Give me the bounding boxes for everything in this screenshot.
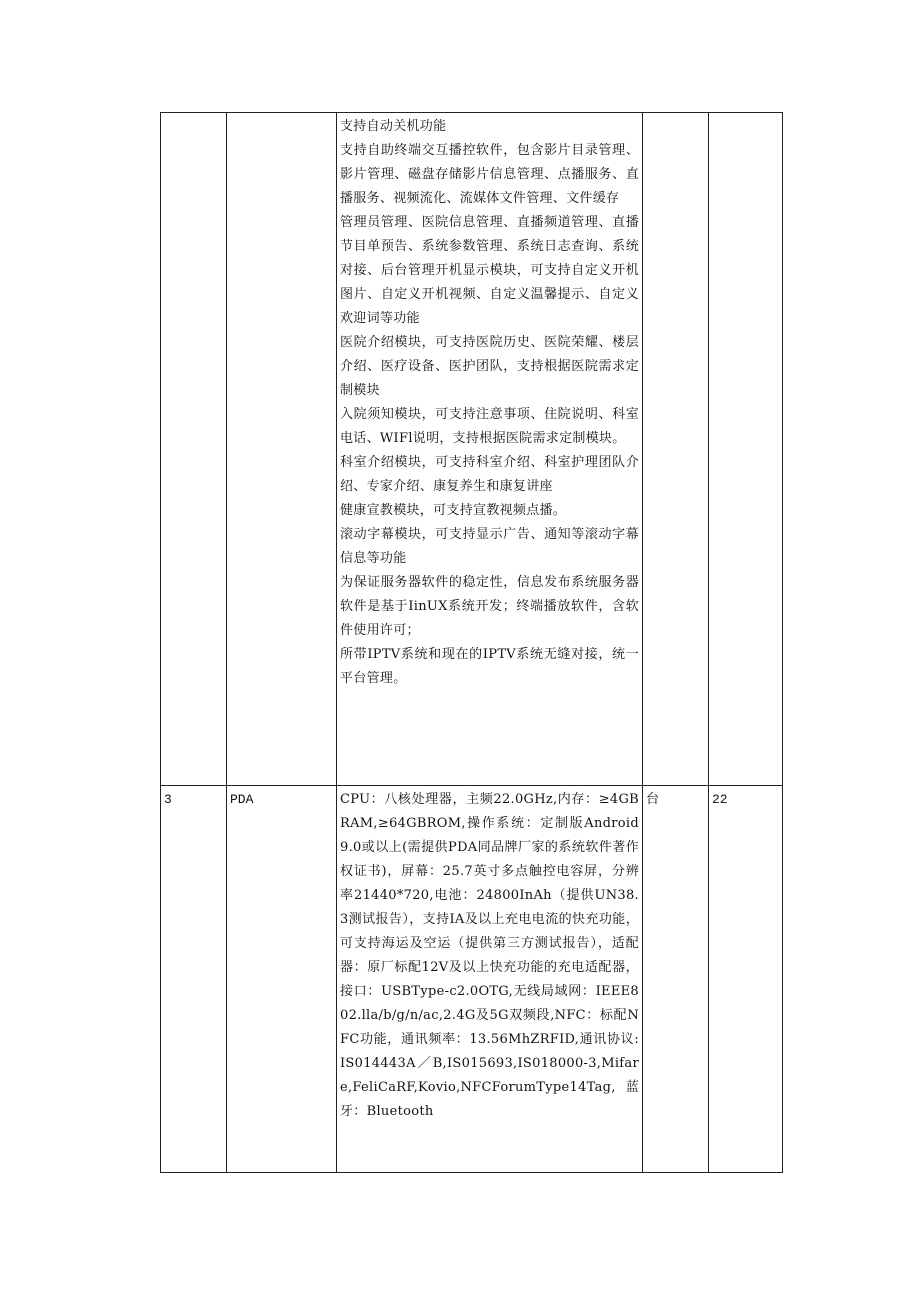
spec-paragraph: 管理员管理、医院信息管理、直播频道管理、直播节目单预告、系统参数管理、系统日志查询、系统对接、后台管理开机显示模块，可支持自定义开机图片、自定义开机视频、自定义温馨提示、自定义欢迎词等功能 <box>340 215 639 326</box>
cell-unit <box>643 113 709 786</box>
spec-paragraph: 科室介绍模块，可支持科室介绍、科室护理团队介绍、专家介绍、康复养生和康复讲座 <box>340 455 639 494</box>
cell-unit: 台 <box>643 786 709 1173</box>
cell-qty <box>709 113 783 786</box>
spec-table <box>160 112 783 1173</box>
spec-paragraph: 入院须知模块，可支持注意事项、住院说明、科室电话、WIFl说明，支持根据医院需求定制模块。 <box>340 407 639 446</box>
spec-paragraph: 支持自助终端交互播控软件，包含影片目录管理、影片管理、磁盘存储影片信息管理、点播服务、直播服务、视频流化、流媒体文件管理、文件缓存 <box>340 143 639 206</box>
spec-paragraph: 医院介绍模块，可支持医院历史、医院荣耀、楼层介绍、医疗设备、医护团队，支持根据医院需求定制模块 <box>340 335 639 398</box>
spec-paragraph: 滚动字幕模块，可支持显示广告、通知等滚动字幕信息等功能 <box>340 527 639 566</box>
cell-spec: CPU：八核处理器，主频22.0GHz,内存：≥4GBRAM,≥64GBROM,操作系统：定制版Android9.0或以上(需提供PDA同品牌厂家的系统软件著作权证书)，屏幕：25.7英寸多点触控电容屏，分辨率21440*720,电池：24800InAh（提供UN38.3测试报告），支持IA及以上充电电流的快充功能，可支持海运及空运（提供第三方测试报告），适配器：原厂标配12V及以上快充功能的充电适配器，接口：USBType-c2.0OTG,无线局域网：IEEE802.lla/b/g/n/ac,2.4G及5G双频段,NFC：标配NFC功能，通讯频率：13.56MhZRFID,通讯协议:IS014443A／B,IS015693,IS018000-3,Mifare,FeliCaRF,Kovio,NFCForumType14Tag,蓝牙：Bluetooth <box>337 786 643 1173</box>
spec-paragraph: 为保证服务器软件的稳定性，信息发布系统服务器软件是基于IinUX系统开发；终端播放软件，含软件使用许可； <box>340 575 639 638</box>
spec-paragraph: 支持自动关机功能 <box>340 119 447 134</box>
cell-name: PDA <box>227 786 337 1173</box>
spec-paragraph: 所带IPTV系统和现在的IPTV系统无缝对接，统一平台管理。 <box>340 647 639 686</box>
spec-paragraph: 健康宣教模块，可支持宣教视频点播。 <box>340 503 567 518</box>
cell-no <box>161 113 227 786</box>
table-row <box>161 113 783 786</box>
cell-name <box>227 113 337 786</box>
cell-no: 3 <box>161 786 227 1173</box>
cell-spec <box>337 113 643 786</box>
table-row <box>161 786 783 1173</box>
cell-qty: 22 <box>709 786 783 1173</box>
